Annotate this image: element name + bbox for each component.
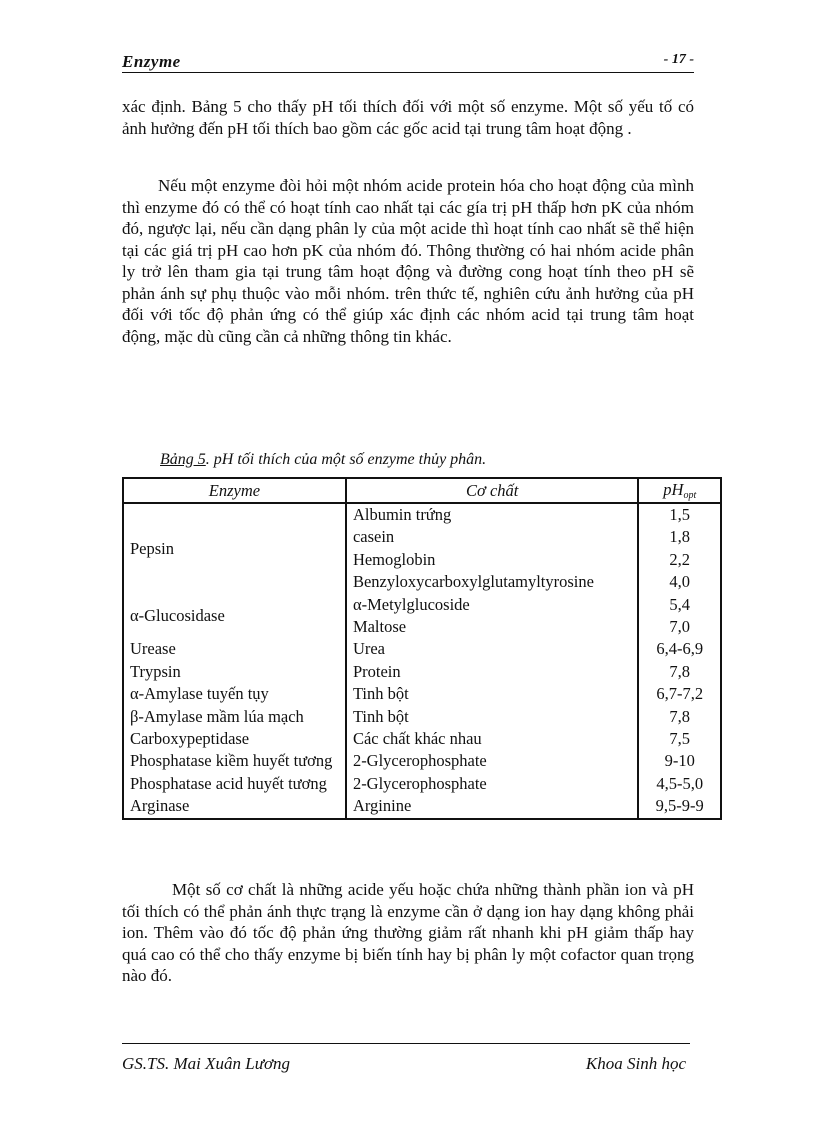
substrate-cell: Các chất khác nhau bbox=[346, 728, 639, 750]
header-ph-sub: opt bbox=[683, 490, 697, 501]
paragraph-intro: xác định. Bảng 5 cho thấy pH tối thích đối với một số enzyme. Một số yếu tố có ảnh hưởng đến pH tối thích bao gồm các gốc acid tại trung tâm hoạt động . bbox=[122, 97, 694, 138]
header-enzyme: Enzyme bbox=[123, 478, 346, 503]
substrate-cell: Urea bbox=[346, 638, 639, 660]
table-row bbox=[123, 661, 721, 683]
table-caption bbox=[160, 451, 486, 469]
substrate-cell: Tinh bột bbox=[346, 683, 639, 705]
ph-cell: 1,8 bbox=[638, 526, 721, 548]
substrate-cell: 2-Glycerophosphate bbox=[346, 750, 639, 772]
table-caption-separator: . bbox=[205, 451, 210, 468]
substrate-cell: Maltose bbox=[346, 616, 639, 638]
ph-cell: 7,0 bbox=[638, 616, 721, 638]
enzyme-cell: Urease bbox=[123, 638, 346, 660]
enzyme-cell: Phosphatase kiềm huyết tương bbox=[123, 750, 346, 772]
substrate-cell: Tinh bột bbox=[346, 706, 639, 728]
table-row bbox=[123, 795, 721, 818]
table-row bbox=[123, 683, 721, 705]
substrate-cell: Hemoglobin bbox=[346, 549, 639, 571]
header-substrate: Cơ chất bbox=[346, 478, 639, 503]
ph-cell: 1,5 bbox=[638, 503, 721, 526]
enzyme-cell: α-Glucosidase bbox=[123, 594, 346, 639]
ph-cell: 4,5-5,0 bbox=[638, 773, 721, 795]
table-row bbox=[123, 750, 721, 772]
enzyme-cell: Carboxypeptidase bbox=[123, 728, 346, 750]
ph-optimum-table bbox=[122, 477, 722, 820]
substrate-cell: Benzyloxycarboxylglutamyltyrosine bbox=[346, 571, 639, 593]
substrate-cell: α-Metylglucoside bbox=[346, 594, 639, 616]
enzyme-cell: Pepsin bbox=[123, 503, 346, 594]
enzyme-cell: α-Amylase tuyến tụy bbox=[123, 683, 346, 705]
table-row bbox=[123, 728, 721, 750]
page-header bbox=[122, 50, 694, 72]
substrate-cell: Albumin trứng bbox=[346, 503, 639, 526]
footer-department: Khoa Sinh học bbox=[585, 1054, 686, 1073]
paragraph-acid-groups: Nếu một enzyme đòi hỏi một nhóm acide protein hóa cho hoạt động của mình thì enzyme đó có thể có hoạt tính cao nhất tại các gía trị pH thấp hơn pK của nhóm đó, ngược lại, nếu cần dạng phân ly của một acide thì hoạt tính cao nhất sẽ thể hiện tại các giá trị pH cao hơn pK của nhóm đó. Thông thường có hai nhóm acide phân ly trở lên tham gia tại trung tâm hoạt động và đường cong hoạt tính theo pH sẽ phản ánh sự phụ thuộc vào mỗi nhóm. trên thức tế, nghiên cứu ảnh hưởng của pH đối với tốc độ phản ứng có thể giúp xác định các nhóm acid tại trung tâm hoạt động, mặc dù cũng cần cả những thông tin khác. bbox=[122, 176, 694, 346]
ph-cell: 7,8 bbox=[638, 706, 721, 728]
footer-divider bbox=[122, 1043, 690, 1044]
ph-cell: 6,7-7,2 bbox=[638, 683, 721, 705]
table-row bbox=[123, 706, 721, 728]
enzyme-cell: Arginase bbox=[123, 795, 346, 818]
ph-cell: 9,5-9-9 bbox=[638, 795, 721, 818]
header-ph-main: pH bbox=[663, 480, 684, 499]
enzyme-cell: Trypsin bbox=[123, 661, 346, 683]
table-caption-label: Bảng 5 bbox=[160, 451, 206, 468]
ph-cell: 4,0 bbox=[638, 571, 721, 593]
table-header-row bbox=[123, 478, 721, 503]
ph-cell: 6,4-6,9 bbox=[638, 638, 721, 660]
page-number: - 17 - bbox=[663, 52, 694, 67]
ph-cell: 9-10 bbox=[638, 750, 721, 772]
ph-cell: 7,5 bbox=[638, 728, 721, 750]
substrate-cell: Protein bbox=[346, 661, 639, 683]
ph-cell: 2,2 bbox=[638, 549, 721, 571]
ph-cell: 7,8 bbox=[638, 661, 721, 683]
footer-author: GS.TS. Mai Xuân Lương bbox=[122, 1054, 291, 1073]
header-title: Enzyme bbox=[122, 52, 181, 71]
table-row bbox=[123, 503, 721, 526]
substrate-cell: 2-Glycerophosphate bbox=[346, 773, 639, 795]
table-row bbox=[123, 594, 721, 616]
enzyme-cell: β-Amylase mầm lúa mạch bbox=[123, 706, 346, 728]
substrate-cell: Arginine bbox=[346, 795, 639, 818]
table-caption-text: pH tối thích của một số enzyme thủy phân. bbox=[209, 451, 487, 468]
table-row bbox=[123, 638, 721, 660]
enzyme-cell: Phosphatase acid huyết tương bbox=[123, 773, 346, 795]
ph-cell: 5,4 bbox=[638, 594, 721, 616]
header-divider bbox=[122, 72, 694, 73]
paragraph-substrates: Một số cơ chất là những acide yếu hoặc chứa những thành phần ion và pH tối thích có thể phản ánh thực trạng là enzyme cần ở dạng ion hay dạng không phải ion. Thêm vào đó tốc độ phản ứng thường giảm rất nhanh khi pH giảm thấp hay quá cao có thể cho thấy enzyme bị biến tính hay bị phân ly một cofactor quan trọng nào đó. bbox=[122, 880, 694, 985]
substrate-cell: casein bbox=[346, 526, 639, 548]
header-ph bbox=[638, 478, 721, 503]
table-row bbox=[123, 773, 721, 795]
